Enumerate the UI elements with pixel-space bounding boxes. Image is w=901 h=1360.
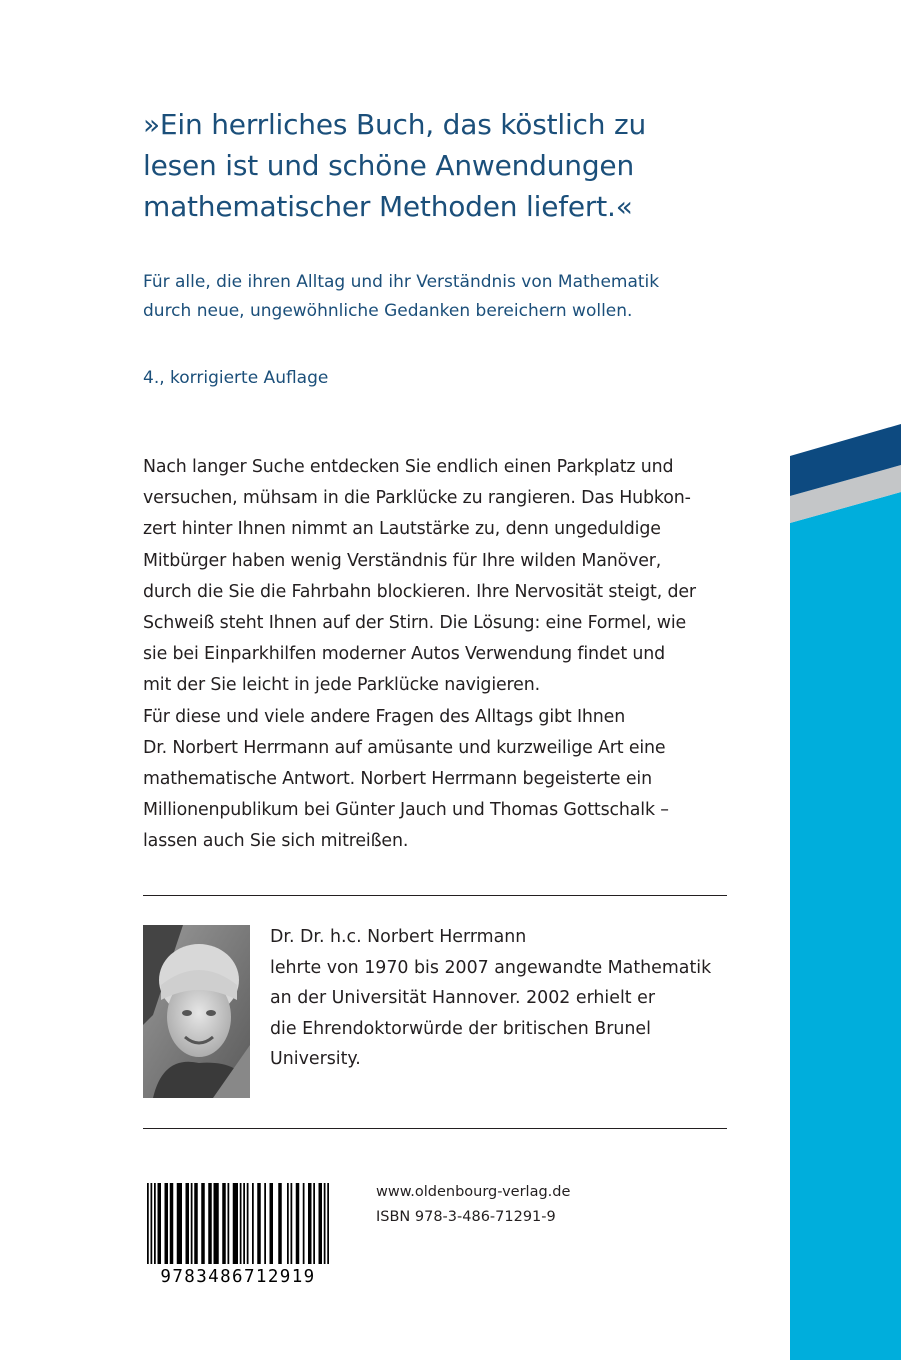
- author-bio-line: University.: [270, 1049, 361, 1069]
- description-line: Schweiß steht Ihnen auf der Stirn. Die Lösung: eine Formel, wie: [143, 613, 687, 634]
- author-photo: [143, 925, 250, 1098]
- description-line: Millionenpublikum bei Günter Jauch und Thomas Gottschalk –: [143, 800, 669, 821]
- author-bio-line: an der Universität Hannover. 2002 erhielt er: [270, 988, 655, 1008]
- barcode-digits: 9783486712919: [160, 1267, 316, 1285]
- publisher-info: [376, 1180, 570, 1230]
- audience-line: Für alle, die ihren Alltag und ihr Verständnis von Mathematik: [143, 272, 660, 292]
- description-line: lassen auch Sie sich mitreißen.: [143, 831, 409, 852]
- author-portrait-image: [143, 925, 250, 1098]
- author-bio: [270, 922, 740, 1075]
- author-bio-line: die Ehrendoktorwürde der britischen Brunel: [270, 1018, 651, 1039]
- target-audience: [143, 268, 743, 326]
- isbn-barcode: [143, 1183, 333, 1285]
- divider-top: [143, 895, 727, 896]
- cyan-band: [790, 492, 901, 1360]
- description-line: sie bei Einparkhilfen moderner Autos Verwendung findet und: [143, 644, 665, 665]
- description-line: durch die Sie die Fahrbahn blockieren. Ihre Nervosität steigt, der: [143, 581, 696, 602]
- description-line: Mitbürger haben wenig Verständnis für Ihre wilden Manöver,: [143, 550, 662, 571]
- author-bio-line: lehrte von 1970 bis 2007 angewandte Mathematik: [270, 957, 712, 978]
- description-line: Für diese und viele andere Fragen des Alltags gibt Ihnen: [143, 706, 626, 727]
- description-line: mathematische Antwort. Norbert Herrmann begeisterte ein: [143, 769, 652, 790]
- isbn-number: ISBN 978-3-486-71291-9: [376, 1209, 556, 1225]
- quote-line: »Ein herrliches Buch, das köstlich zu: [143, 108, 647, 141]
- description-line: Nach langer Suche entdecken Sie endlich einen Parkplatz und: [143, 457, 674, 477]
- description-line: Dr. Norbert Herrmann auf amüsante und kurzweilige Art eine: [143, 737, 666, 758]
- review-quote: [143, 104, 763, 227]
- quote-line: mathematischer Methoden liefert.«: [143, 190, 633, 223]
- audience-line: durch neue, ungewöhnliche Gedanken bereichern wollen.: [143, 301, 633, 321]
- quote-line: lesen ist und schöne Anwendungen: [143, 149, 634, 182]
- author-bio-line: Dr. Dr. h.c. Norbert Herrmann: [270, 927, 527, 947]
- publisher-website-link[interactable]: www.oldenbourg-verlag.de: [376, 1184, 571, 1200]
- edition-note: 4., korrigierte Auflage: [143, 368, 329, 388]
- description-line: mit der Sie leicht in jede Parklücke navigieren.: [143, 675, 540, 696]
- description-line: versuchen, mühsam in die Parklücke zu rangieren. Das Hubkon-: [143, 488, 691, 509]
- book-description: [143, 452, 763, 858]
- description-line: zert hinter Ihnen nimmt an Lautstärke zu, denn ungeduldige: [143, 519, 661, 540]
- divider-bottom: [143, 1128, 727, 1129]
